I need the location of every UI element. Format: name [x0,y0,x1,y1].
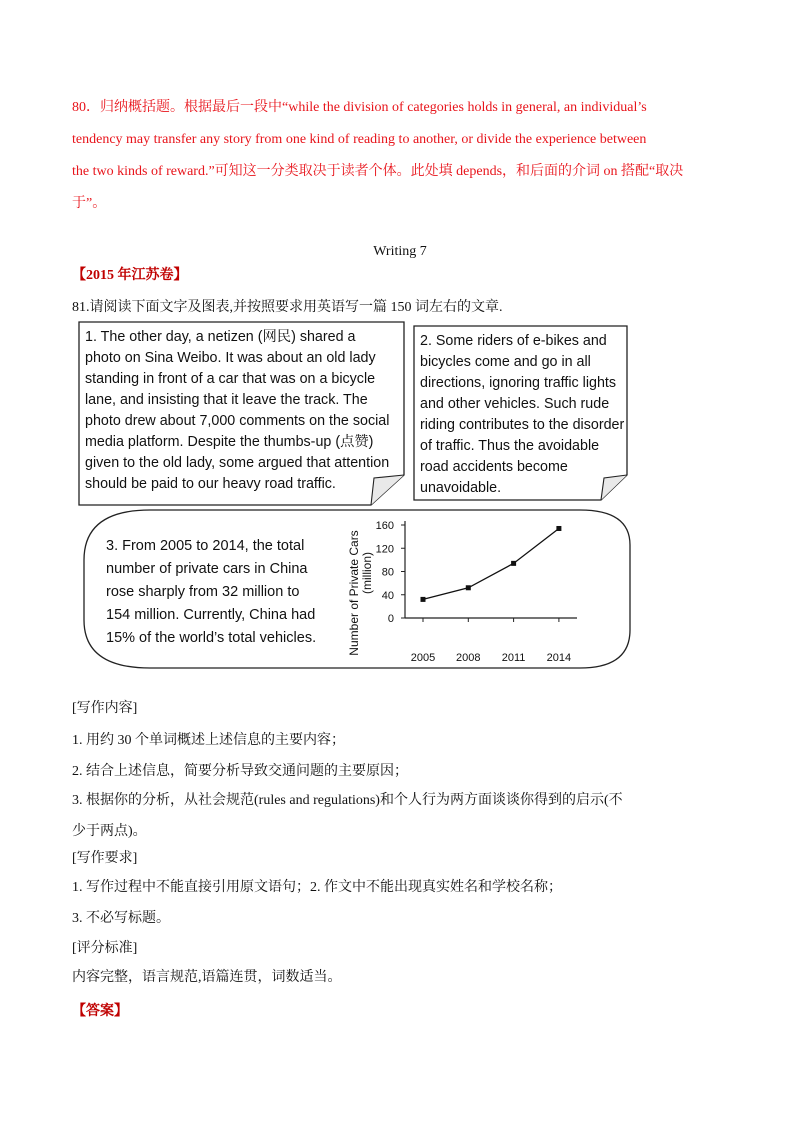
instruction-line: [写作要求] [72,851,138,866]
instruction-line: [评分标准] [72,941,138,956]
writing-title: Writing 7 [373,244,427,259]
instruction-line: 内容完整，语言规范,语篇连贯，词数适当。 [72,970,342,985]
q80-line: 80．归纳概括题。根据最后一段中“while the division of categories holds in general, an individual’s [72,100,647,115]
series-line [423,528,559,599]
bubble-2-line: riding contributes to the disorder [420,417,625,433]
bubble-1-line: photo on Sina Weibo. It was about an old lady [85,350,376,366]
bubble-3-line: 154 million. Currently, China had [106,607,316,623]
q80-line: 于”。 [72,196,107,211]
bubble-1-line: lane, and insisting that it leave the track. The [85,392,368,408]
bubble-1-line: media platform. Despite the thumbs-up (点赞) [85,434,374,450]
bubble-3-line: 15% of the world’s total vehicles. [106,630,317,646]
bubble-2-line: bicycles come and go in all [420,354,591,370]
data-point [556,526,561,531]
bubble-3-line: 3. From 2005 to 2014, the total [106,538,305,554]
bubble-1-line: photo drew about 7,000 comments on the social [85,413,390,429]
bubble-2-line: directions, ignoring traffic lights [420,375,617,391]
question-81: 81.请阅读下面文字及图表,并按照要求用英语写一篇 150 词左右的文章. [72,300,503,315]
y-tick-label: 160 [375,520,394,532]
y-tick-label: 120 [375,543,394,556]
bubble-1-line: standing in front of a car that was on a bicycle [85,371,376,387]
data-point [511,561,516,566]
bubble-2-line: road accidents become [420,459,568,475]
bubble-2-line: unavoidable. [420,480,502,496]
instruction-line: 3. 不必写标题。 [72,911,170,926]
bubble-2-line: of traffic. Thus the avoidable [420,438,600,454]
bubble-2-line: and other vehicles. Such rude [420,396,610,412]
x-tick-label: 2008 [456,652,481,664]
y-tick-label: 80 [381,566,394,579]
instruction-line: 3. 根据你的分析，从社会规范(rules and regulations)和个人行为两方面谈谈你得到的启示(不 [72,793,623,808]
y-axis-unit: (million) [360,552,374,594]
bubble-2-line: 2. Some riders of e-bikes and [420,333,607,349]
x-tick-label: 2014 [546,652,572,664]
y-tick-label: 0 [387,613,394,625]
data-point [421,597,426,602]
q80-line: tendency may transfer any story from one kind of reading to another, or divide the experience between [72,132,647,147]
instruction-line: 1. 写作过程中不能直接引用原文语句；2. 作文中不能出现真实姓名和学校名称； [72,880,562,895]
instruction-line: 少于两点)。 [72,824,147,839]
bubble-1-line: given to the old lady, some argued that attention [85,455,390,471]
source-tag: 【2015 年江苏卷】 [72,268,188,283]
instruction-line: 1. 用约 30 个单词概述上述信息的主要内容； [72,733,345,748]
q80-line: the two kinds of reward.”可知这一分类取决于读者个体。此处填 depends，和后面的介词 on 搭配“取决 [72,164,684,179]
answer-tag: 【答案】 [72,1004,128,1019]
y-axis-label: Number of Private Cars [347,530,361,656]
bubble-3-line: rose sharply from 32 million to [106,584,300,600]
data-point [466,585,471,590]
bubble-1-line: should be paid to our heavy road traffic. [85,476,336,492]
bubble-1-line: 1. The other day, a netizen (网民) shared a [85,329,356,345]
instruction-line: [写作内容] [72,701,138,716]
y-tick-label: 40 [381,589,394,602]
instruction-line: 2. 结合上述信息，简要分析导致交通问题的主要原因； [72,764,408,779]
x-tick-label: 2011 [501,652,526,664]
x-tick-label: 2005 [410,652,436,664]
bubble-3-line: number of private cars in China [106,561,308,577]
